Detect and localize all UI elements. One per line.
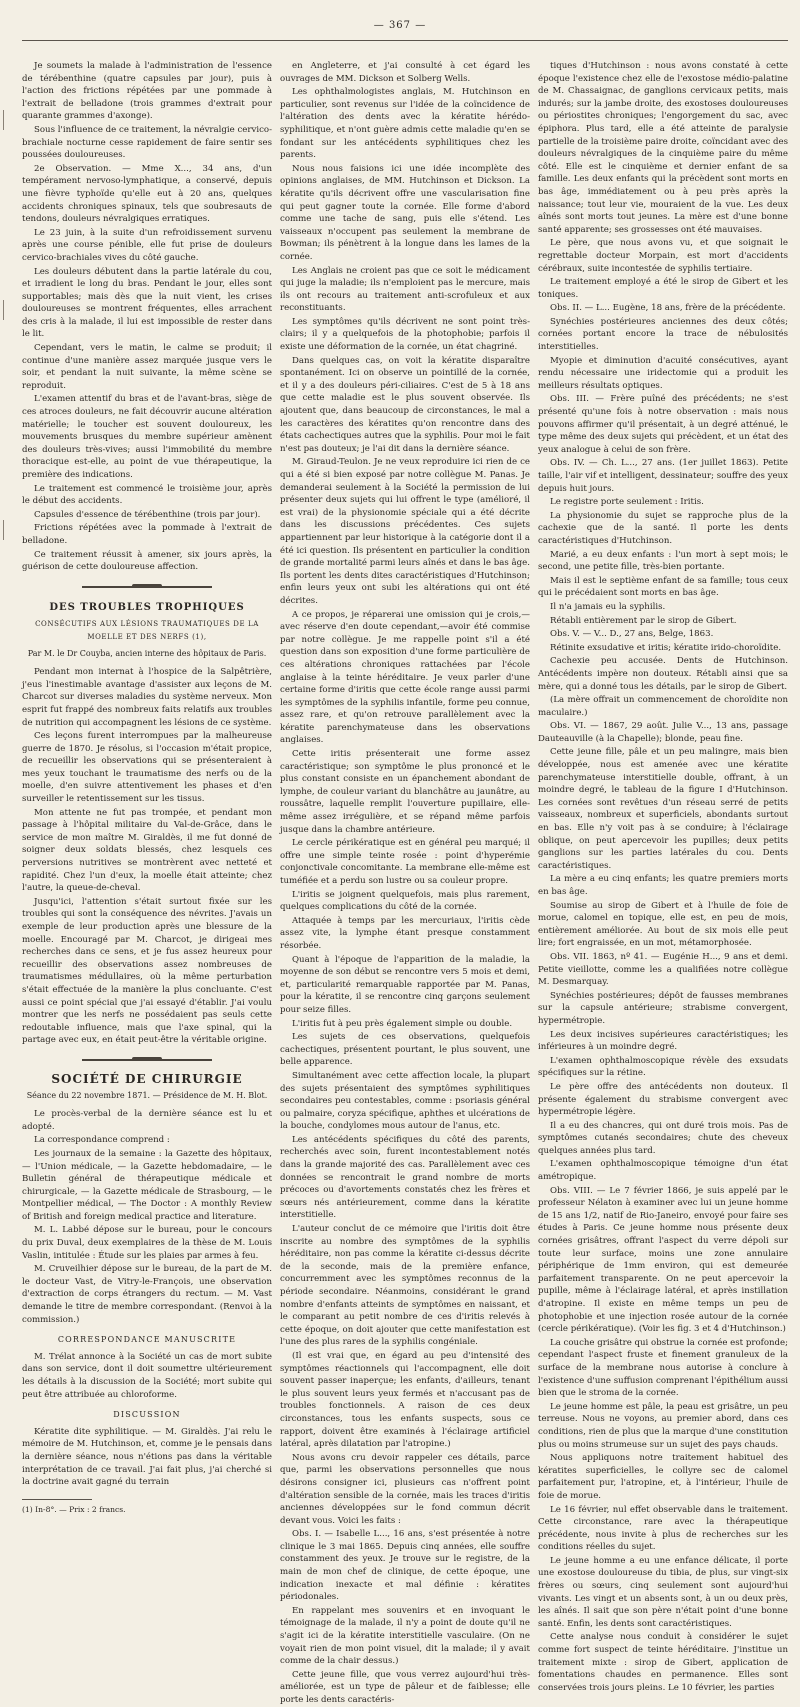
correspondence-body [22, 1351, 272, 1401]
paragraph: Cette jeune fille, que vous verrez aujourd'hui très-améliorée, est un type de pâleur et de faiblesse; elle porte les dents caractéris- [280, 1669, 530, 1705]
paragraph: Mais il est le septième enfant de sa famille; tous ceux qui le précédaient sont morts en bas âge. [538, 575, 788, 599]
column-3 [538, 60, 789, 1693]
paragraph: Le 23 juin, à la suite d'un refroidissement survenu après une course pénible, elle fut prise de douleurs cervico-brachiales vives du côté gauche. [22, 227, 272, 263]
paragraph: M. Cruveilhier dépose sur le bureau, de la part de M. le docteur Vast, de Vitry-le-François, une observation d'extraction de corps étrangers du rectum. — M. Vast demande le titre de membre correspondant. (Renvoi à la commission.) [22, 1264, 272, 1325]
margin-mark [3, 110, 12, 130]
paragraph: Cette jeune fille, pâle et un peu malingre, mais bien développée, nous est amenée avec une kératite parenchymateuse interstitielle double, offrant, à un moindre degré, le tableau de la figure I d'Hutchinson. Les cornées sont revêtues d'un réseau serré de petits vaisseaux, nombreux et superficiels, abondants surtout en bas. Elle n'y voit pas à se conduire; à l'éclairage oblique, on peut apercevoir les pupilles; deux petits ganglions sur les parties latérales du cou. Dents caractéristiques. [538, 747, 788, 871]
paragraph: M. L. Labbé dépose sur le bureau, pour le concours du prix Duval, deux exemplaires de la thèse de M. Louis Vaslin, intitulée : Étude sur les plaies par armes à feu. [22, 1225, 272, 1261]
paragraph: Le registre porte seulement : Iritis. [550, 497, 704, 508]
footnote: (1) In-8°. — Prix : 2 francs. [22, 1504, 126, 1514]
paragraph: Cependant, vers le matin, le calme se produit; il continue d'une manière assez marquée jusque vers le soir, et pendant la nuit suivante, la même scène se reproduit. [22, 343, 272, 391]
article-subtitle: CONSÉCUTIFS AUX LÉSIONS TRAUMATIQUES DE LA MOELLE ET DES NERFS (1), [35, 620, 259, 641]
paragraph: Quant à l'époque de l'apparition de la maladie, la moyenne de son début se rencontre vers 5 mois et demi, et, particularité remarquable rapportée par M. Panas, pour la kératite, il se rencontre cinq garçons seulement pour seize filles. [280, 954, 530, 1015]
footnote-rule [22, 1499, 92, 1500]
correspondence-title: CORRESPONDANCE MANUSCRITE [57, 1335, 237, 1345]
paragraph: Soumise au sirop de Gibert et à l'huile de foie de morue, calomel en topique, elle est, en peu de mois, entièrement améliorée. Au bout de six mois elle peut lire; fort engraissée, en un mot, métamorphosée. [538, 900, 788, 949]
paragraph: Frictions répétées avec la pommade à l'extrait de belladone. [22, 523, 272, 546]
paragraph: Les sujets de ces observations, quelquefois cachectiques, présentent pourtant, le plus souvent, une belle apparence. [280, 1032, 530, 1068]
paragraph: Marié, a eu deux enfants : l'un mort à sept mois; le second, une petite fille, très-bien portante. [538, 549, 788, 573]
paragraph: Rétabli entièrement par le sirop de Gibert. [550, 615, 737, 626]
paragraph: M. Giraud-Teulon. Je ne veux reproduire ici rien de ce qui a été si bien exposé par notre collègue M. Panas. Je demanderai seulement à la Société la permission de lui présenter deux sujets qui lui offrent le type (amélioré, il est vrai) de la physionomie spéciale qui a été décrite dans les discussions précédentes. Ces sujets appartiennent par leur historique à la catégorie dont il a été ici question. Ils présentent en particulier la condition de grande mortalité parmi leurs aînés et dans le bas âge. Ils portent les dents dites caractéristiques d'Hutchinson; enfin leurs yeux ont subi les altérations qui ont été décrites. [280, 457, 530, 606]
article-title: DES TROUBLES TROPHIQUES [49, 601, 245, 613]
paragraph: Les Anglais ne croient pas que ce soit le médicament qui juge la maladie; ils n'emploient pas le mercure, mais ils ont recours au traitement anti-scrofuleux et aux reconstituants. [280, 265, 530, 314]
paragraph: Obs. VI. — 1867, 29 août. Julie V..., 13 ans, passage Dauteauville (à la Chapelle); blonde, peau fine. [538, 721, 788, 744]
article-byline: Par M. le Dr Couyba, ancien interne des hôpitaux de Paris. [27, 648, 267, 658]
paragraph: Le 16 février, nul effet observable dans le traitement. Cette circonstance, rare avec la thérapeutique précédente, nous invite à plus de recherches sur les conditions réelles du sujet. [538, 1504, 788, 1553]
article-body [22, 666, 272, 1047]
paragraph: (La mère offrait un commencement de choroïdite non maculaire.) [538, 695, 788, 718]
paragraph: Rétinite exsudative et iritis; kératite irido-choroïdite. [550, 642, 782, 653]
paragraph: Nous appliquons notre traitement habituel des kératites superficielles, le collyre sec de calomel parfaitement pur, l'atropine, et, à l'intérieur, l'huile de foie de morue. [538, 1453, 788, 1501]
society-title: SOCIÉTÉ DE CHIRURGIE [51, 1071, 243, 1086]
paragraph: Kératite dite syphilitique. — M. Giraldès. J'ai relu le mémoire de M. Hutchinson, et, comme je le pensais dans la dernière séance, nous n'étions pas dans la véritable interprétation de ce travail. J'ai fait plus, j'ai cherché si la doctrine avait gagné du terrain [22, 1426, 272, 1488]
paragraph: Le cercle périkératique est en général peu marqué; il offre une simple teinte rosée : point d'hyperémie conjonctivale concomitante. La membrane elle-même est tuméfiée et a perdu son lustre ou sa couleur propre. [280, 838, 530, 886]
paragraph: Cette analyse nous conduit à considérer le sujet comme fort suspect de teinte héréditaire. J'institue un traitement mixte : sirop de Gibert, application de fomentations chaudes en permanence. Elles sont conservées trois jours pleins. Le 10 février, les parties [538, 1632, 788, 1693]
paragraph: 2e Observation. — Mme X..., 34 ans, d'un tempérament nervoso-lymphatique, a conservé, depuis une fièvre typhoïde qu'elle eut à 20 ans, quelques accidents chroniques spinaux, tels que soubresauts de tendons, douleurs névralgiques erratiques. [22, 163, 272, 225]
paragraph: Obs. I. — Isabelle L..., 16 ans, s'est présentée à notre clinique le 3 mai 1865. Depuis cinq années, elle souffre constamment des yeux. Je trouve sur le registre, de la main de mon chef de clinique, de cette époque, une indication inexacte et mal définie : kératites périodonales. [280, 1529, 530, 1603]
paragraph: M. Trélat annonce à la Société un cas de mort subite dans son service, dont il doit soumettre ultérieurement les détails à la discussion de la Société; mort subite qui peut être attribuée au chloroforme. [22, 1351, 272, 1400]
paragraph: Dans quelques cas, on voit la kératite disparaître spontanément. Ici on observe un pointillé de la cornée, et il y a des douleurs péri-ciliaires. C'est de 5 à 18 ans que cette maladie est le plus souvent observée. Ils ajoutent que, dans beaucoup de circonstances, le mal a les caractères des kératites qu'on rencontre dans des états cachectiques autres que la syphilis. Pour moi le fait n'est pas douteux; je l'ai dit dans la dernière séance. [280, 355, 530, 454]
paragraph: Je soumets la malade à l'administration de l'essence de térébenthine (quatre capsules par jour), puis à l'action des frictions répétées par une pommade à l'extrait de belladone (trois grammes d'extrait pour quarante grammes d'axonge). [22, 61, 272, 122]
paragraph: Jusqu'ici, l'attention s'était surtout fixée sur les troubles qui sont la conséquence des névrites. J'avais un exemple de leur production après une blessure de la moelle. Encouragé par M. Charcot, je dirigeai mes recherches dans ce sens, et je fus assez heureux pour recueillir des observations assez nombreuses de traumatismes médullaires, où la même perturbation s'était effectuée de la manière la plus concluante. C'est aussi ce point spécial que j'ai essayé d'établir. J'ai voulu montrer que les nerfs ne possédaient pas seuls cette redoutable influence, mais que l'axe spinal, qui la partage avec eux, en était peut-être la véritable origine. [22, 896, 272, 1046]
paragraph: Le père, que nous avons vu, et que soignait le regrettable docteur Morpain, est mort d'accidents cérébraux, suite incontestée de syphilis tertiaire. [538, 238, 788, 274]
paragraph: La couche grisâtre qui obstrue la cornée est profonde; cependant l'aspect fruste et finement granuleux de la surface de la membrane nous autorise à conclure à l'existence d'une suffusion comprenant l'épithélium aussi bien que le stroma de la cornée. [538, 1337, 789, 1399]
paragraph: Myopie et diminution d'acuité consécutives, ayant rendu nécessaire une iridectomie qui a produit les meilleurs résultats optiques. [538, 355, 788, 391]
section-divider [22, 582, 272, 592]
paragraph: Il a eu des chancres, qui ont duré trois mois. Pas de symptômes cutanés secondaires; chute des cheveux quelques années plus tard. [538, 1120, 788, 1156]
discussion-title: DISCUSSION [113, 1410, 181, 1420]
paragraph: Nous avons cru devoir rappeler ces détails, parce que, parmi les observations personnelles que nous désirons consigner ici, plusieurs cas n'offrent point d'altération sensible de la cornée, mais les traces d'iritis anciennes développées sur le fond commun décrit devant vous. Voici les faits : [280, 1452, 530, 1526]
paragraph: L'iritis fut à peu près également simple ou double. [292, 1018, 513, 1029]
paragraph: L'examen ophthalmoscopique révèle des exsudats spécifiques sur la rétine. [538, 1055, 788, 1079]
paragraph: Le jeune homme a eu une enfance délicate, il porte une exostose douloureuse du tibia, de plus, sur vingt-six frères ou sœurs, cinq seulement sont aujourd'hui vivants. Les vingt et un absents sont, à un ou deux près, les aînés. Il sait que son père n'était point d'une bonne santé. Enfin, les dents sont caractéristiques. [538, 1555, 788, 1629]
column-2 [280, 60, 530, 1705]
paragraph: Cachexie peu accusée. Dents de Hutchinson. Antécédents impère non douteux. Rétabli ainsi que sa mère, qui a donné tous les détails, par le sirop de Gibert. [538, 656, 788, 692]
margin-mark [3, 300, 12, 320]
paragraph: Le père offre des antécédents non douteux. Il présente également du strabisme convergent avec hypermétropie légère. [538, 1081, 788, 1118]
paragraph: Ce traitement réussit à amener, six jours après, la guérison de cette douloureuse affection. [22, 549, 272, 573]
paragraph: Cette iritis présenterait une forme assez caractéristique; son symptôme le plus prononcé et le plus constant consiste en un épanchement abondant de lymphe, de couleur variant du blanchâtre au jaunâtre, au roussâtre, laquelle remplit l'ouverture pupillaire, elle-même assez irrégulière, et se répand même parfois jusque dans la chambre antérieure. [280, 749, 530, 835]
paragraph: L'iritis se joignent quelquefois, mais plus rarement, quelques complications du côté de la cornée. [280, 889, 530, 913]
paragraph: Obs. V. — V... D., 27 ans, Belge, 1863. [550, 629, 714, 640]
paragraph: Ces leçons furent interrompues par la malheureuse guerre de 1870. Je résolus, si l'occasion m'était propice, de recueillir les observations qui se présenteraient à mes yeux touchant le traumatisme des nerfs ou de la moelle, d'en suivre attentivement les phases et d'en surveiller le retentissement sur les tissus. [22, 731, 272, 805]
paragraph: Obs. VIII. — Le 7 février 1866, je suis appelé par le professeur Nélaton à examiner avec lui un jeune homme de 15 ans 1/2, natif de Rio-Janeiro, envoyé pour faire ses études à Paris. Ce jeune homme nous présente deux cornées grisâtres, offrant l'aspect du verre dépoli sur toute leur surface, moins une zone annulaire périphérique de 1mm environ, qui est demeurée parfaitement transparente. On ne peut apercevoir la pupille, même à l'éclairage latéral, et après instillation d'atropine. Il existe en même temps un peu de photophobie et une injection rosée autour de la cornée (cercle périkératique). (Voir les fig. 3 et 4 d'Hutchinson.) [538, 1185, 788, 1335]
paragraph: Synéchies postérieures; dépôt de fausses membranes sur la capsule antérieure; strabisme convergent, hypermétropie. [538, 990, 788, 1026]
paragraph: Les douleurs débutent dans la partie latérale du cou, et irradient le long du bras. Pendant le jour, elles sont supportables; mais dès que la nuit vient, les crises douloureuses se montrent fréquentes, elles arrachent des cris à la malade, il lui est impossible de rester dans le lit. [22, 266, 272, 340]
paragraph: en Angleterre, et j'ai consulté à cet égard les ouvrages de MM. Dickson et Solberg Wells. [280, 61, 530, 84]
columns [22, 60, 789, 1705]
paragraph: L'examen ophthalmoscopique témoigne d'un état amétropique. [538, 1159, 788, 1183]
page-number: — 367 — [373, 20, 427, 31]
paragraph: Obs. IV. — Ch. L..., 27 ans. (1er juillet 1863). Petite taille, l'air vif et intelligent, dessinateur; souffre des yeux depuis huit jours. [538, 458, 788, 494]
paragraph: En rappelant mes souvenirs et en invoquant le témoignage de la malade, il n'y a point de doute qu'il ne s'agit ici de la kératite interstitielle vasculaire. (On ne voyait rien de mon point visuel, dit la malade; il y avait comme de la chair dessus.) [280, 1605, 530, 1667]
margin-mark [3, 520, 12, 540]
section-divider [22, 1055, 272, 1065]
paragraph: Nous nous faisions ici une idée incomplète des opinions anglaises, de MM. Hutchinson et Dickson. La kératite qu'ils décrivent offre une vascularisation fine qui peut gagner toute la cornée. Elle forme d'abord comme une tache de sang, puis elle s'étend. Les vaisseaux n'occupent pas seulement la membrane de Bowman; ils pénètrent à la longue dans les lames de la cornée. [280, 163, 530, 262]
paragraph: tiques d'Hutchinson : nous avons constaté à cette époque l'existence chez elle de l'exostose médio-palatine de M. Chassaignac, de ganglions cervicaux petits, mais indurés; sur la jambe droite, des exostoses douloureuses ou périostites chroniques; l'engorgement du sac, avec épiphora. Plus tard, elle a été atteinte de paralysie partielle de la troisième paire droite, coïncidant avec des douleurs névralgiques de la cinquième paire du même côté. Elle est le cinquième et dernier enfant de sa famille. Les deux enfants qui la précèdent sont morts en bas âge, immédiatement ou à peu près après la naissance; tout leur vie, mouraient de la vue. Les deux aînés sont morts tout jeunes. La mère est d'une bonne santé apparente; ses grossesses ont été mauvaises. [538, 61, 788, 235]
paragraph: Sous l'influence de ce traitement, la névralgie cervico-brachiale nocturne cesse rapidement de faire sentir ses poussées douloureuses. [22, 124, 272, 161]
paragraph: La mère a eu cinq enfants; les quatre premiers morts en bas âge. [538, 874, 788, 897]
paragraph: Il n'a jamais eu la syphilis. [550, 601, 666, 612]
paragraph: Obs. VII. 1863, nº 41. — Eugénie H..., 9 ans et demi. Petite vieillotte, comme les a qualifiées notre collègue M. Desmarquay. [538, 951, 788, 988]
paragraph: Le procès-verbal de la dernière séance est lu et adopté. [22, 1109, 272, 1132]
paragraph: Attaquée à temps par les mercuriaux, l'iritis cède assez vite, la lymphe étant presque constamment résorbée. [280, 915, 530, 951]
column-1 [22, 60, 272, 1514]
paragraph: La correspondance comprend : [34, 1135, 170, 1146]
paragraph: Pendant mon internat à l'hospice de la Salpêtrière, j'eus l'inestimable avantage d'assister aux leçons de M. Charcot sur diverses maladies du système nerveux. Mon esprit fut frappé des nombreux faits relatifs aux troubles de nutrition qui accompagnent les lésions de ce système. [22, 667, 272, 728]
paragraph: Les antécédents spécifiques du côté des parents, recherchés avec soin, furent incontestablement notés dans la grande majorité des cas. Parallèlement avec ces données se rencontrait le grand nombre de morts précoces ou d'avortements constatés chez les frères et sœurs nés antérieurement, comme dans la kératite interstitielle. [280, 1134, 530, 1221]
paragraph: Obs. II. — L... Eugène, 18 ans, frère de la précédente. [550, 303, 786, 314]
paragraph: L'examen attentif du bras et de l'avant-bras, siège de ces atroces douleurs, ne fait découvrir aucune altération matérielle; le toucher est souvent douloureux, les mouvements brusques du membre supérieur amènent des douleurs très-vives; aussi l'immobilité du membre thoracique est-elle, au point de vue thérapeutique, la première des indications. [22, 394, 272, 480]
paragraph: Obs. III. — Frère puîné des précédents; ne s'est présenté qu'une fois à notre observation : mais nous pouvons affirmer qu'il présentait, à un degré atténué, le type même des deux sujets qui précèdent, et un état des yeux analogue à celui de son frère. [538, 394, 788, 455]
paragraph: Les deux incisives supérieures caractéristiques; les inférieures à un moindre degré. [538, 1029, 788, 1053]
header-rule [22, 40, 788, 41]
paragraph: Les symptômes qu'ils décrivent ne sont point très-clairs; il y a quelquefois de la photophobie; parfois il existe une déformation de la cornée, un état chagriné. [280, 316, 530, 353]
column-1-opening-text [22, 60, 272, 574]
paragraph: Simultanément avec cette affection locale, la plupart des sujets présentaient des symptômes syphilitiques secondaires peu contestables, comme : psoriasis général ou palmaire, coryza spécifique, aphthes et ulcérations de la bouche, condylomes mous autour de l'anus, etc. [280, 1070, 530, 1132]
session-line: Séance du 22 novembre 1871. — Présidence de M. H. Blot. [26, 1090, 268, 1100]
paragraph: Les ophthalmologistes anglais, M. Hutchinson en particulier, sont revenus sur l'idée de la coïncidence de l'altération des dents avec la kératite hérédo-syphilitique, et n'ont guère admis cette maladie qu'en se fondant sur les antécédents syphilitiques chez les parents. [280, 87, 530, 161]
paragraph: La physionomie du sujet se rapproche plus de la cachexie que de la santé. Il porte les dents caractéristiques d'Hutchinson. [538, 510, 788, 546]
paragraph: (Il est vrai que, en égard au peu d'intensité des symptômes réactionnels qui l'accompagnent, elle doit souvent passer inaperçue; les enfants, d'ailleurs, tenant le plus souvent leurs yeux fermés et n'accusant pas de troubles fonctionnels. A raison de ces deux circonstances, tous les enfants suspects, sous ce rapport, doivent être examinés à l'éclairage artificiel latéral, après dilatation par l'atropine.) [280, 1350, 530, 1450]
paragraph: Le traitement est commencé le troisième jour, après le début des accidents. [22, 483, 272, 507]
paragraph: Le traitement employé a été le sirop de Gibert et les toniques. [538, 277, 788, 300]
paragraph: Mon attente ne fut pas trompée, et pendant mon passage à l'hôpital militaire du Val-de-Grâce, dans le service de mon maître M. Giraldès, il me fut donné de soigner deux soldats blessés, chez lesquels ces perversions nutritives se montrèrent avec netteté et rapidité. Chez l'un d'eux, la moelle était atteinte; chez l'autre, la queue-de-cheval. [22, 807, 272, 894]
paragraph: Capsules d'essence de térébenthine (trois par jour). [34, 509, 261, 520]
society-body [22, 1108, 272, 1326]
column-3-text [538, 60, 788, 1694]
column-2-text [280, 60, 530, 1707]
discussion-body [22, 1426, 272, 1489]
paragraph: A ce propos, je réparerai une omission qui je crois,—avec réserve d'en doute cependant,—avoir été commise par notre collègue. Je me rappelle point s'il a été question dans son exposition d'une forme particulière de ces altérations chroniques rattachées par l'école anglaise à la teinte héréditaire. Je veux parler d'une certaine forme d'iritis que cette école range aussi parmi les symptômes de la syphilis infantile, forme peu connue, assez rare, et qu'on retrouve parallèlement avec la kératite parenchymateuse dans les observations anglaises. [280, 609, 530, 746]
paragraph: Le jeune homme est pâle, la peau est grisâtre, un peu terreuse. Nous ne voyons, au premier abord, dans ces conditions, rien de plus que la marque d'une constitution plus ou moins strumeuse sur un sujet des pays chauds. [538, 1401, 788, 1450]
paragraph: Les journaux de la semaine : la Gazette des hôpitaux, — l'Union médicale, — la Gazette hebdomadaire, — le Bulletin général de thérapeutique médicale et chirurgicale, — la Gazette médicale de Strasbourg, — le Montpellier médical, — The Doctor : A monthly Review of British and foreign medical practice and literature. [22, 1148, 272, 1222]
paragraph: L'auteur conclut de ce mémoire que l'iritis doit être inscrite au nombre des symptômes de la syphilis héréditaire, non pas comme la kératite ci-dessus décrite de la seconde, mais de la première enfance, concurremment avec les symptômes reconnus de la période secondaire. Néanmoins, considérant le grand nombre d'enfants atteints de symptômes en naissant, et le comparant au petit nombre de ces d'iritis relevés à cette époque, on doit ajouter que cette manifestation est l'une des plus rares de la syphilis congéniale. [280, 1224, 530, 1348]
paragraph: Synéchies postérieures anciennes des deux côtés; cornées portant encore la trace de nébulosités interstitielles. [538, 316, 788, 353]
